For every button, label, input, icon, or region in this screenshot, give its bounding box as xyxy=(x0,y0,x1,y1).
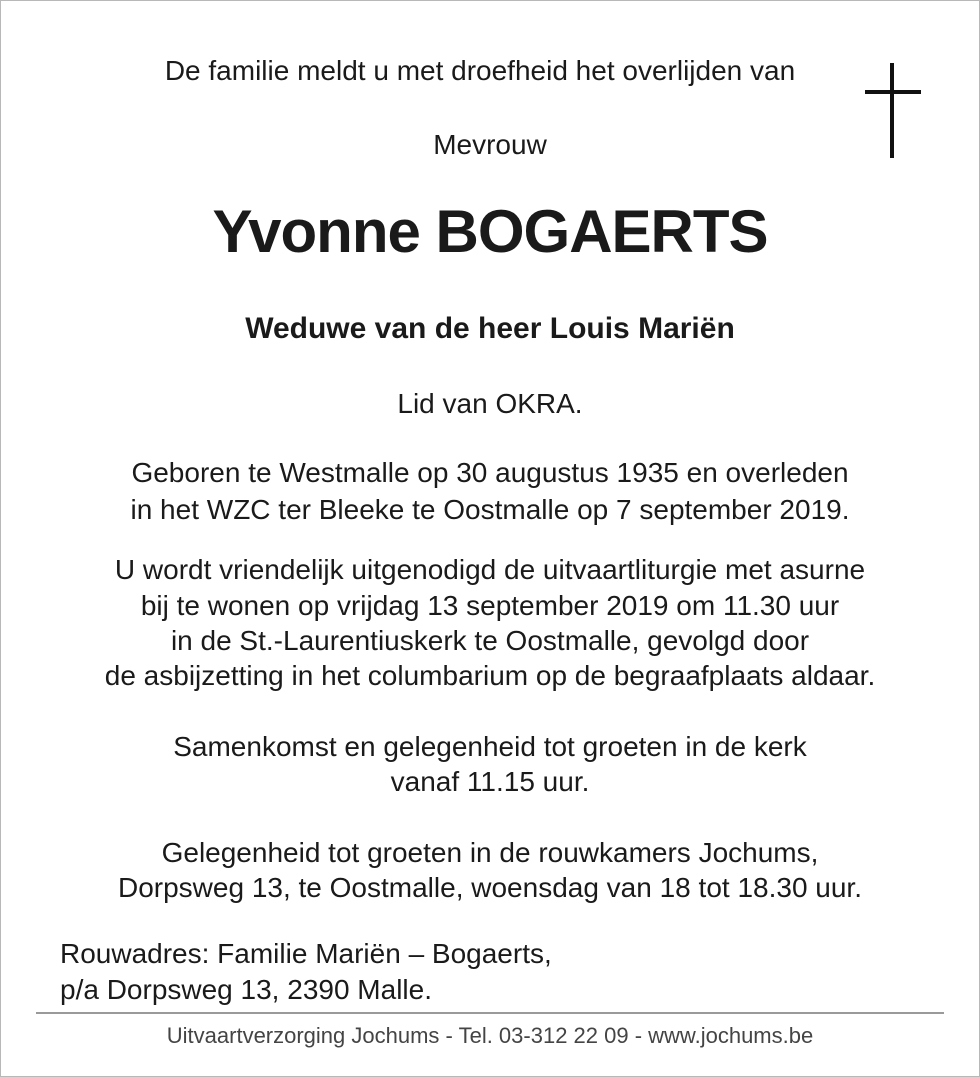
funeral-line: in de St.-Laurentiuskerk te Oostmalle, gevolgd door xyxy=(170,625,810,656)
intro-text: De familie meldt u met droefheid het overlijden van xyxy=(164,55,796,86)
honorific: Mevrouw xyxy=(433,129,547,160)
membership-line: Lid van OKRA. xyxy=(397,388,583,419)
footer-text: Uitvaartverzorging Jochums - Tel. 03-312 22 09 - www.jochums.be xyxy=(166,1023,814,1048)
mourning-address-line: Rouwadres: Familie Mariën – Bogaerts, xyxy=(60,938,552,969)
funeral-line: de asbijzetting in het columbarium op de begraafplaats aldaar. xyxy=(104,660,876,691)
spouse-line: Weduwe van de heer Louis Mariën xyxy=(245,312,735,345)
cross-horizontal-bar xyxy=(865,90,921,94)
viewing-line: Gelegenheid tot groeten in de rouwkamers Jochums, xyxy=(161,837,819,868)
funeral-line: bij te wonen op vrijdag 13 september 2019 om 11.30 uur xyxy=(140,590,840,621)
birth-death-line: Geboren te Westmalle op 30 augustus 1935 en overleden xyxy=(131,457,849,488)
birth-death-line: in het WZC ter Bleeke te Oostmalle op 7 september 2019. xyxy=(130,494,850,525)
mourning-address-line: p/a Dorpsweg 13, 2390 Malle. xyxy=(60,974,432,1005)
funeral-line: U wordt vriendelijk uitgenodigd de uitvaartliturgie met asurne xyxy=(114,554,866,585)
deceased-name: Yvonne BOGAERTS xyxy=(212,198,768,265)
gathering-line: Samenkomst en gelegenheid tot groeten in de kerk xyxy=(173,731,807,762)
gathering-line: vanaf 11.15 uur. xyxy=(390,766,590,797)
footer-divider xyxy=(36,1012,944,1014)
viewing-line: Dorpsweg 13, te Oostmalle, woensdag van 18 tot 18.30 uur. xyxy=(117,872,862,903)
